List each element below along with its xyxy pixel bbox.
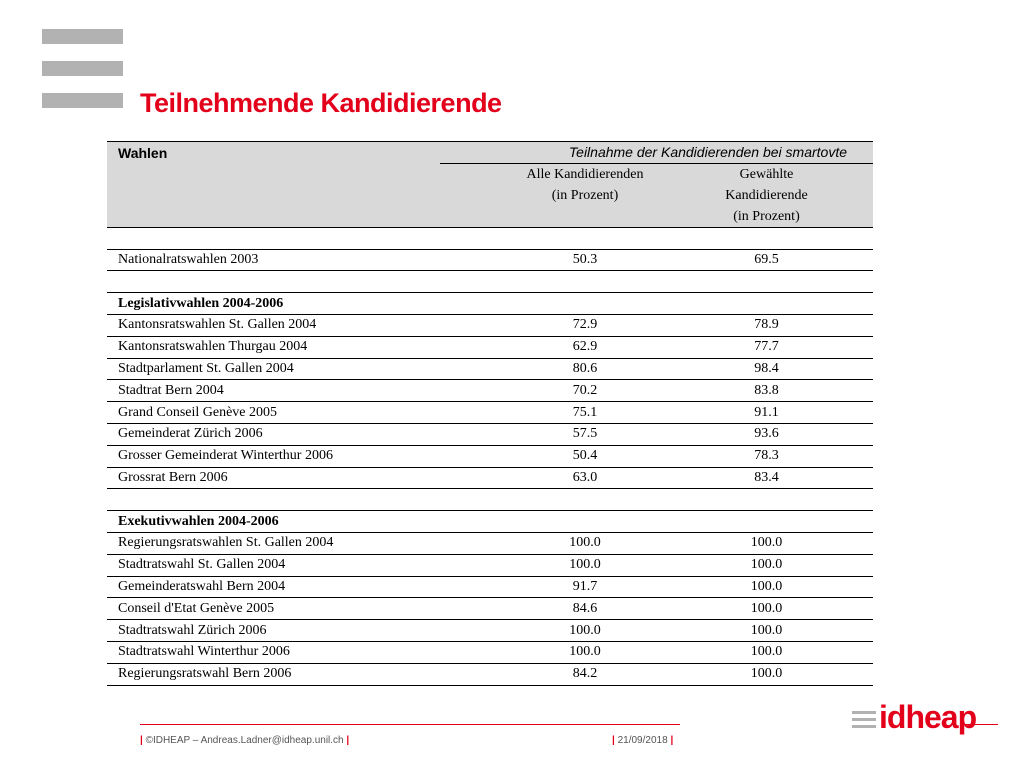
election-name: Gemeinderat Zürich 2006 — [107, 423, 440, 445]
col-group-header: Teilnahme der Kandidierenden bei smartovte — [440, 142, 873, 164]
table-row — [107, 380, 873, 402]
col-header-wahlen: Wahlen — [118, 144, 168, 161]
value-gewaehlte: 100.0 — [660, 663, 873, 685]
value-alle: 80.6 — [440, 358, 660, 380]
footer-divider — [140, 724, 680, 725]
menu-bar — [42, 93, 123, 108]
election-name: Grosser Gemeinderat Winterthur 2006 — [107, 445, 440, 467]
election-name: Stadtparlament St. Gallen 2004 — [107, 358, 440, 380]
election-name: Nationalratswahlen 2003 — [107, 249, 440, 271]
spacer-row — [107, 489, 873, 511]
election-name: Stadtratswahl Zürich 2006 — [107, 620, 440, 642]
group-heading-row — [107, 293, 873, 315]
value-alle: 100.0 — [440, 641, 660, 663]
table-row — [107, 314, 873, 336]
table-row — [107, 358, 873, 380]
value-alle: 100.0 — [440, 620, 660, 642]
footer-copyright: | ©IDHEAP – Andreas.Ladner@idheap.unil.ch | — [140, 735, 350, 746]
value-gewaehlte: 78.9 — [660, 314, 873, 336]
table-row — [107, 445, 873, 467]
table-row — [107, 554, 873, 576]
value-gewaehlte: 98.4 — [660, 358, 873, 380]
election-name: Grand Conseil Genève 2005 — [107, 402, 440, 424]
election-name: Stadtratswahl St. Gallen 2004 — [107, 554, 440, 576]
value-alle: 75.1 — [440, 402, 660, 424]
value-alle: 63.0 — [440, 467, 660, 489]
footer-date: | 21/09/2018 | — [612, 735, 674, 746]
table-row — [107, 336, 873, 358]
value-gewaehlte: 78.3 — [660, 445, 873, 467]
table-row — [107, 423, 873, 445]
value-alle: 50.4 — [440, 445, 660, 467]
value-gewaehlte: 77.7 — [660, 336, 873, 358]
value-alle: 91.7 — [440, 576, 660, 598]
group-heading: Exekutivwahlen 2004-2006 — [107, 511, 440, 533]
election-name: Stadtratswahl Winterthur 2006 — [107, 641, 440, 663]
results-table-container — [107, 141, 873, 686]
slide-title: Teilnehmende Kandidierende — [140, 88, 502, 118]
value-gewaehlte: 100.0 — [660, 532, 873, 554]
election-name: Stadtrat Bern 2004 — [107, 380, 440, 402]
value-alle: 100.0 — [440, 532, 660, 554]
group-heading-row — [107, 511, 873, 533]
value-alle: 84.6 — [440, 598, 660, 620]
election-name: Conseil d'Etat Genève 2005 — [107, 598, 440, 620]
menu-bar — [42, 61, 123, 76]
value-alle: 50.3 — [440, 249, 660, 271]
value-alle: 100.0 — [440, 554, 660, 576]
value-gewaehlte: 100.0 — [660, 641, 873, 663]
value-alle: 57.5 — [440, 423, 660, 445]
group-heading: Legislativwahlen 2004-2006 — [107, 293, 440, 315]
value-gewaehlte: 100.0 — [660, 598, 873, 620]
value-gewaehlte: 83.4 — [660, 467, 873, 489]
table-row — [107, 663, 873, 685]
value-gewaehlte: 69.5 — [660, 249, 873, 271]
table-row — [107, 402, 873, 424]
results-table — [107, 141, 873, 686]
value-alle: 62.9 — [440, 336, 660, 358]
col-header-alle: Alle Kandidierenden (in Prozent) — [440, 163, 660, 227]
table-row — [107, 641, 873, 663]
value-gewaehlte: 100.0 — [660, 576, 873, 598]
value-gewaehlte: 100.0 — [660, 554, 873, 576]
election-name: Regierungsratswahl Bern 2006 — [107, 663, 440, 685]
table-body — [107, 227, 873, 685]
election-name: Gemeinderatswahl Bern 2004 — [107, 576, 440, 598]
table-row — [107, 532, 873, 554]
value-alle: 70.2 — [440, 380, 660, 402]
spacer-row — [107, 271, 873, 293]
col-header-gewaehlte: Gewählte Kandidierende (in Prozent) — [660, 163, 873, 227]
value-gewaehlte: 93.6 — [660, 423, 873, 445]
election-name: Regierungsratswahlen St. Gallen 2004 — [107, 532, 440, 554]
election-name: Grossrat Bern 2006 — [107, 467, 440, 489]
value-gewaehlte: 91.1 — [660, 402, 873, 424]
election-name: Kantonsratswahlen Thurgau 2004 — [107, 336, 440, 358]
election-name: Kantonsratswahlen St. Gallen 2004 — [107, 314, 440, 336]
value-gewaehlte: 83.8 — [660, 380, 873, 402]
table-row — [107, 249, 873, 271]
value-alle: 84.2 — [440, 663, 660, 685]
menu-bar — [42, 29, 123, 44]
value-alle: 72.9 — [440, 314, 660, 336]
value-gewaehlte: 100.0 — [660, 620, 873, 642]
table-row — [107, 598, 873, 620]
spacer-row — [107, 227, 873, 249]
table-row — [107, 620, 873, 642]
table-row — [107, 467, 873, 489]
table-row — [107, 576, 873, 598]
